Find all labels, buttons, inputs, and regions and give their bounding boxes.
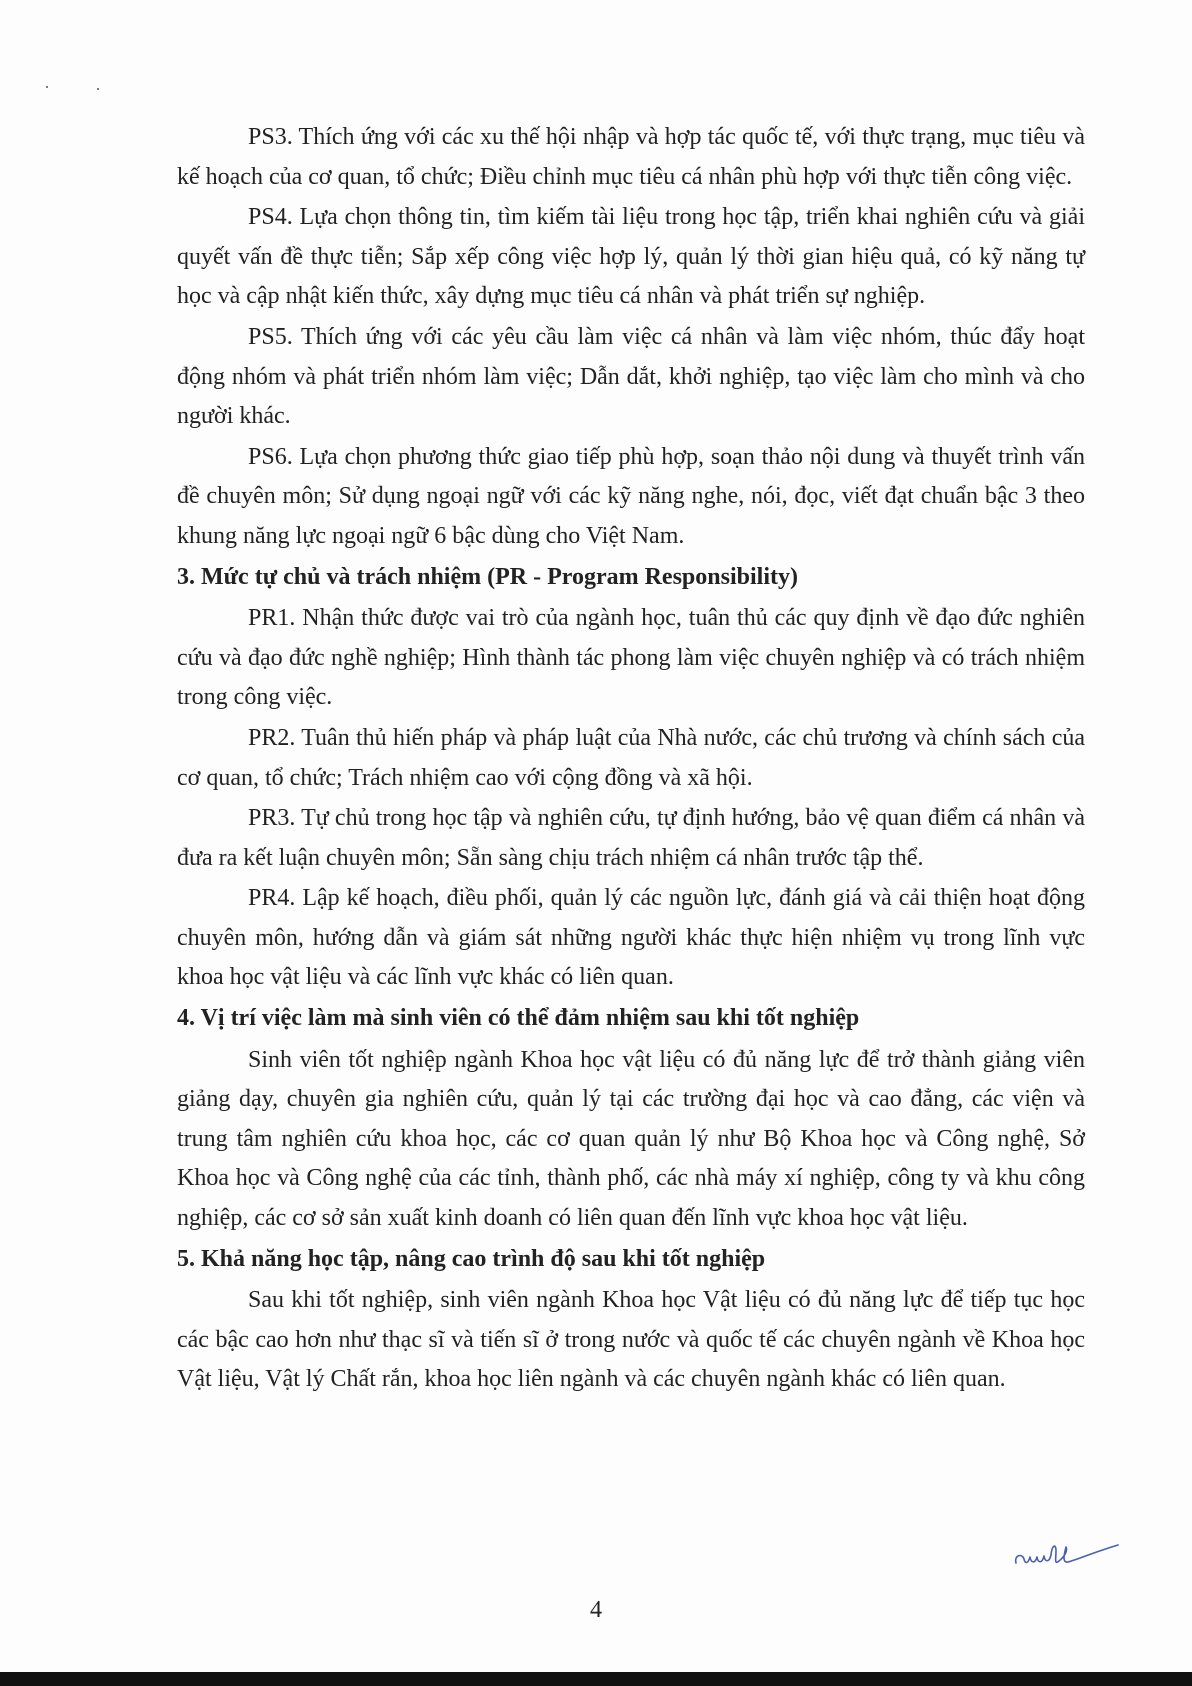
paragraph-pr1: PR1. Nhận thức được vai trò của ngành học, tuân thủ các quy định về đạo đức nghiên cứu và đạo đức nghề nghiệp; Hình thành tác phong làm việc chuyên nghiệp và có trách nhiệm trong công việc. [177,605,1085,711]
scan-speck [46,86,48,88]
section-heading-5: 5. Khả năng học tập, nâng cao trình độ sau khi tốt nghiệp [177,1245,766,1272]
paragraph-pr2: PR2. Tuân thủ hiến pháp và pháp luật của Nhà nước, các chủ trương và chính sách của cơ quan, tổ chức; Trách nhiệm cao với cộng đồng và xã hội. [177,724,1085,791]
paragraph-ps4: PS4. Lựa chọn thông tin, tìm kiếm tài liệu trong học tập, triển khai nghiên cứu và giải quyết vấn đề thực tiễn; Sắp xếp công việc hợp lý, quản lý thời gian hiệu quả, có kỹ năng tự học và cập nhật kiến thức, xây dựng mục tiêu cá nhân và phát triển sự nghiệp. [177,204,1085,310]
paragraph-job-positions: Sinh viên tốt nghiệp ngành Khoa học vật liệu có đủ năng lực để trở thành giảng viên giảng dạy, chuyên gia nghiên cứu, quản lý tại các trường đại học và cao đẳng, các viện và trung tâm nghiên cứu khoa học, các cơ quan quản lý như Bộ Khoa học và Công nghệ, Sở Khoa học và Công nghệ của các tỉnh, thành phố, các nhà máy xí nghiệp, công ty và khu công nghiệp, các cơ sở sản xuất kinh doanh có liên quan đến lĩnh vực khoa học vật liệu. [177,1046,1085,1232]
section-heading-3: 3. Mức tự chủ và trách nhiệm (PR - Program Responsibility) [177,563,798,590]
section-heading-4: 4. Vị trí việc làm mà sinh viên có thể đảm nhiệm sau khi tốt nghiệp [177,1005,860,1032]
scan-bottom-edge [0,1672,1192,1686]
paragraph-pr4: PR4. Lập kế hoạch, điều phối, quản lý các nguồn lực, đánh giá và cải thiện hoạt động chuyên môn, hướng dẫn và giám sát những người khác thực hiện nhiệm vụ trong lĩnh vực khoa học vật liệu và các lĩnh vực khác có liên quan. [177,885,1085,991]
document-body [177,118,1085,1401]
paragraph-further-study: Sau khi tốt nghiệp, sinh viên ngành Khoa học Vật liệu có đủ năng lực để tiếp tục học các bậc cao hơn như thạc sĩ và tiến sĩ ở trong nước và quốc tế các chuyên ngành về Khoa học Vật liệu, Vật lý Chất rắn, khoa học liên ngành và các chuyên ngành khác có liên quan. [177,1287,1085,1393]
page-number: 4 [590,1597,602,1623]
paragraph-ps3: PS3. Thích ứng với các xu thế hội nhập và hợp tác quốc tế, với thực trạng, mục tiêu và kế hoạch của cơ quan, tổ chức; Điều chỉnh mục tiêu cá nhân phù hợp với thực tiễn công việc. [177,124,1085,190]
scan-speck [97,88,99,90]
paragraph-ps5: PS5. Thích ứng với các yêu cầu làm việc cá nhân và làm việc nhóm, thúc đẩy hoạt động nhóm và phát triển nhóm làm việc; Dẫn dắt, khởi nghiệp, tạo việc làm cho mình và cho người khác. [177,323,1085,430]
signature-icon [1012,1535,1122,1575]
paragraph-ps6: PS6. Lựa chọn phương thức giao tiếp phù hợp, soạn thảo nội dung và thuyết trình vấn đề chuyên môn; Sử dụng ngoại ngữ với các kỹ năng nghe, nói, đọc, viết đạt chuẩn bậc 3 theo khung năng lực ngoại ngữ 6 bậc dùng cho Việt Nam. [177,443,1085,549]
paragraph-pr3: PR3. Tự chủ trong học tập và nghiên cứu, tự định hướng, bảo vệ quan điểm cá nhân và đưa ra kết luận chuyên môn; Sẵn sàng chịu trách nhiệm cá nhân trước tập thể. [177,805,1085,871]
